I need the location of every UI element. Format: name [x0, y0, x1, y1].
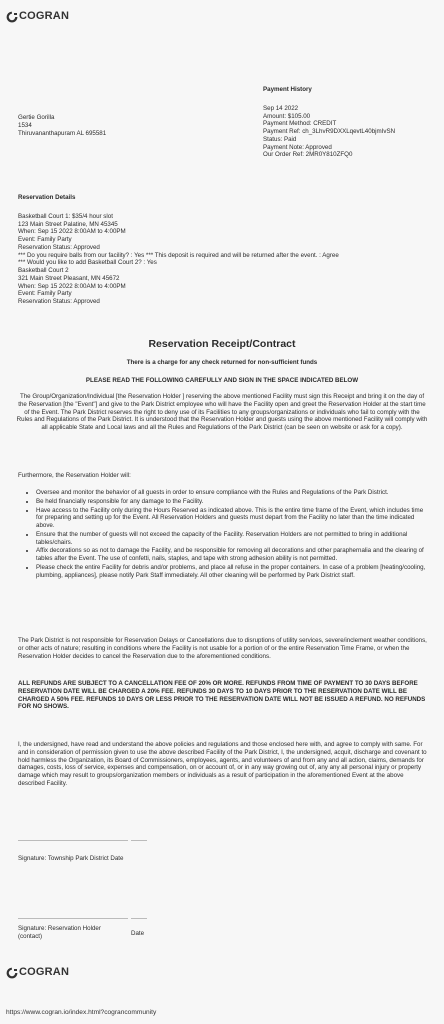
reservation-line: *** Would you like to add Basketball Court 2? : Yes: [18, 259, 157, 267]
holder-obligations: [18, 489, 430, 580]
customer-street: 1534: [18, 121, 32, 129]
reservation-line: 321 Main Street Pleasant, MN 45672: [18, 274, 120, 282]
payment-method: Payment Method: CREDIT: [263, 120, 337, 128]
customer-name: Gertie Gorilla: [18, 114, 55, 121]
read-notice: PLEASE READ THE FOLLOWING CAREFULLY AND SIGN IN THE SPACE INDICATED BELOW: [85, 377, 359, 384]
customer-city: Thiruvananthapuram AL 695581: [18, 129, 107, 137]
logo-text: COGRAN: [19, 10, 70, 22]
park-signature-line: [18, 840, 128, 841]
logo-text: COGRAN: [19, 966, 70, 978]
holder-date-line: [131, 918, 147, 919]
customer-address: [18, 114, 106, 137]
reservation-line: Reservation Status: Approved: [18, 243, 100, 251]
holder-date-label: Date: [131, 930, 145, 937]
contract-title: Reservation Receipt/Contract: [148, 338, 296, 350]
payment-heading: Payment History: [263, 86, 312, 93]
logo-mark-icon: [6, 11, 18, 23]
reservation-line: 123 Main Street Palatine, MN 45345: [18, 220, 118, 228]
refund-policy: ALL REFUNDS ARE SUBJECT TO A CANCELLATION FEE OF 20% OR MORE. REFUNDS FROM TIME OF PAYMENT TO 30 DAYS BEFORE RESERVATION DATE WILL BE CHARGED A 20% FEE. REFUNDS 30 DAYS TO 10 DAYS PRIOR TO THE RESERVATION DATE WILL BE CHARGED A 50% FEE. REFUNDS 10 DAYS OR LESS PRIOR TO THE RESERVATION DATE WILL NOT BE ISSUED A REFUND. NO REFUNDS FOR NO SHOWS.: [18, 680, 426, 711]
cogran-logo-footer: [6, 966, 69, 980]
payment-status: Status: Paid: [263, 135, 297, 143]
reservation-line: Basketball Court 1: $35/4 hour slot: [18, 212, 113, 220]
payment-note: Payment Note: Approved: [263, 143, 332, 151]
reservation-line: When: Sep 15 2022 8:00AM to 4:00PM: [18, 228, 126, 236]
reservation-lines: [18, 213, 432, 306]
obligation-item: • Have access to the Facility only during the Hours Reserved as indicated above. This is the entire time frame of the Event, which includes time for preparing and setting up for the Event. All Reservation Holders and guests must depart from the Facility no later than the time indicated above.: [36, 507, 430, 530]
reservation-line: Reservation Status: Approved: [18, 298, 100, 305]
park-date-line: [131, 840, 147, 841]
agreement-paragraph: I, the undersigned, have read and understand the above policies and regulations and those enclosed here with, and agree to comply with same. For and in consideration of permission given to use the above described Facility of the Park District, I, the undersigned, acquit, discharge and covenant to hold harmless the Organization, its Board of Commissioners, employees, agents, and volunteers of and from any and all action, claims, demands for damages, costs, loss of service, expenses and compensation, on or account of, or in any way growing out of, any any all personal injury or property damage which may result to groups/organization members or individuals as a result of participation in the aforementioned Event at the above described Facility.: [18, 741, 427, 787]
reservation-line: *** Do you require balls from our facility? : Yes *** This deposit is required and will be returned after the event. : Agree: [18, 251, 339, 259]
liability-paragraph: The Park District is not responsible for Reservation Delays or Cancellations due to disruptions of utility services, severe/inclement weather conditions, or other acts of nature; resulting in conditions where the Facility is not usable for a portion of or the entire Reservation Time Frame, or when the Reservation Holder decides to cancel the Reservation due to the aforementioned conditions.: [18, 637, 427, 660]
holder-signature-label: Signature: Reservation Holder (contact): [18, 925, 101, 940]
charge-notice: There is a charge for any check returned for non-sufficient funds: [126, 359, 318, 366]
obligation-item: • Oversee and monitor the behavior of all guests in order to ensure compliance with the Rules and Regulations of the Park District.: [36, 489, 430, 497]
furthermore-text: Furthermore, the Reservation Holder will:: [18, 472, 131, 479]
logo-mark-icon: [6, 967, 18, 979]
obligation-item: • Please check the entire Facility for debris and/or problems, and place all refuse in the proper containers. In case of a problem [heating/cooling, plumbing, appliances], please notify Park Staff immediately. All other cleaning will be performed by Park District staff.: [36, 564, 430, 580]
payment-amount: Amount: $105.00: [263, 112, 311, 120]
holder-signature-line: [18, 918, 128, 919]
obligation-item: • Affix decorations so as not to damage the Facility, and be responsible for removing all decorations and other paraphernalia and the clearing of tables after the Event. The use of confetti, nails, staples, and tape with strong adhesion ability is not permitted.: [36, 547, 430, 563]
park-signature-label: Signature: Township Park District Date: [18, 855, 124, 862]
intro-paragraph: The Group/Organization/Individual [the Reservation Holder ] reserving the above mentioned Facility must sign this Receipt and bring it on the day of the Reservation [the "Event"] and give to the Park District employee who will have the Facility open and greet the Reservation Holder at the start time of the Event. The Park District reserves the right to deny use of its Facilities to any groups/organizations or individuals who fail to comply with the Rules and Regulations of the Park District. It is understood that the Reservation Holder and guests using the above mentioned Facility will comply with all applicable State and Local laws and all the Rules and Regulations of the Park District (can be seen on website or ask for a copy).: [16, 393, 428, 431]
obligation-item: • Ensure that the number of guests will not exceed the capacity of the Facility. Reservation Holders are not permitted to bring in additional tables/chairs.: [36, 531, 430, 547]
reservation-line: When: Sep 15 2022 8:00AM to 4:00PM: [18, 282, 126, 290]
reservation-line: Basketball Court 2: [18, 267, 69, 274]
reservation-details: [18, 194, 432, 306]
obligation-item: • Be held financially responsible for any damage to the Facility.: [36, 498, 430, 506]
payment-history: [263, 86, 395, 159]
reservation-line: Event: Family Party: [18, 236, 72, 243]
footer-url[interactable]: https://www.cogran.io/index.html?cograncommunity: [6, 1009, 157, 1016]
cogran-logo: [6, 10, 69, 24]
reservation-line: Event: Family Party: [18, 290, 72, 298]
payment-date: Sep 14 2022: [263, 104, 299, 112]
payment-ref: Payment Ref: ch_3LhvR9DXXLqevtL40bjmIvSN: [263, 128, 396, 135]
reservation-heading: Reservation Details: [18, 194, 76, 201]
order-ref: Our Order Ref: 2MR0Y810ZFQ0: [263, 151, 353, 159]
